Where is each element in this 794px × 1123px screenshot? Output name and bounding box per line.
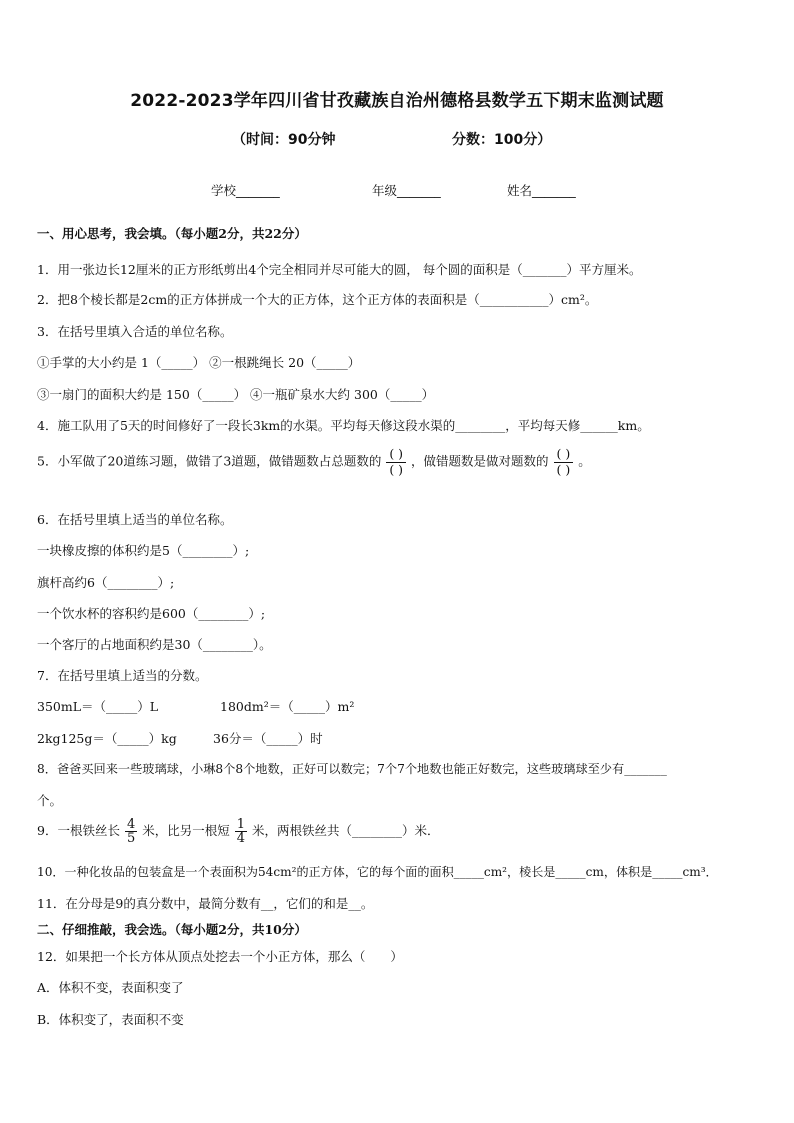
question-5-text-3: 。 (578, 453, 591, 469)
question-9-fraction-2 (235, 818, 247, 845)
fraction-denominator: 5 (126, 831, 136, 846)
name-field: 姓名_______ (507, 183, 576, 198)
fraction-blank-denominator: ( ) (556, 461, 571, 477)
question-12-option-a: A．体积不变，表面积变了 (37, 980, 184, 995)
fraction-blank-denominator: ( ) (389, 461, 404, 477)
question-6-line-2: 旗杆高约6（________）; (37, 575, 175, 590)
fraction-numerator: 1 (236, 817, 245, 832)
question-12-option-b: B．体积变了，表面积不变 (37, 1012, 184, 1027)
question-9-text-2: 米，比另一根短 (142, 823, 230, 838)
question-3-row-1: ①手掌的大小约是 1（_____） ②一根跳绳长 20（_____） (37, 355, 361, 370)
question-6-line-1: 一块橡皮擦的体积约是5（________）; (37, 543, 250, 558)
question-7-c: 2kg125g＝（_____）kg (37, 731, 177, 746)
question-8-line-1: 8．爸爸买回来一些玻璃球，小琳8个8个地数，正好可以数完；7个7个地数也能正好数完，这些玻璃球至少有_______ (37, 762, 667, 776)
question-6-line-4: 一个客厅的占地面积约是30（________）。 (37, 637, 272, 652)
question-8-line-2: 个。 (37, 793, 63, 808)
score-label: 分数：100分） (452, 132, 552, 148)
question-3-stem: 3．在括号里填入合适的单位名称。 (37, 324, 233, 339)
question-7-row-1 (37, 697, 355, 715)
grade-field: 年级_______ (372, 183, 441, 198)
question-9-text-3: 米，两根铁丝共（________）米． (251, 823, 440, 838)
fraction-denominator: 4 (236, 831, 245, 846)
question-5-fraction-2 (554, 447, 574, 477)
question-7-b: 180dm²＝（_____）m² (220, 699, 355, 714)
question-5-text-2: ，做错题数是做对题数的 (411, 453, 549, 469)
fraction-numerator: 4 (126, 817, 136, 832)
question-10: 10．一种化妆品的包装盒是一个表面积为54cm²的正方体，它的每个面的面积_____cm²，棱长是_____cm，体积是_____cm³． (37, 865, 718, 879)
question-5-text-1: 5．小军做了20道练习题，做错了3道题，做错题数占总题数的 (37, 453, 382, 469)
question-9-fraction-1 (125, 818, 137, 845)
question-7-stem: 7．在括号里填上适当的分数。 (37, 668, 208, 683)
section-2-heading: 二、仔细推敲，我会选。（每小题2分，共10分） (37, 922, 307, 937)
time-label: （时间：90分钟 (232, 132, 336, 148)
question-2: 2．把8个棱长都是2cm的正方体拼成一个大的正方体，这个正方体的表面积是（___________）cm²。 (37, 292, 598, 307)
question-5 (37, 447, 591, 477)
question-3-row-2: ③一扇门的面积大约是 150（_____） ④一瓶矿泉水大约 300（_____） (37, 387, 435, 402)
question-11: 11．在分母是9的真分数中，最简分数有__，它们的和是__。 (37, 896, 374, 911)
question-6-stem: 6．在括号里填上适当的单位名称。 (37, 512, 233, 527)
question-5-fraction-1 (386, 447, 406, 477)
question-6-line-3: 一个饮水杯的容积约是600（________）; (37, 606, 266, 621)
question-7-d: 36分＝（_____）时 (213, 731, 323, 746)
school-field: 学校_______ (211, 183, 280, 198)
page-title: 2022-2023学年四川省甘孜藏族自治州德格县数学五下期末监测试题 (130, 91, 664, 111)
section-1-heading: 一、用心思考，我会填。（每小题2分，共22分） (37, 226, 307, 241)
question-4: 4．施工队用了5天的时间修好了一段长3km的水渠。平均每天修这段水渠的________，平均每天修______km。 (37, 418, 650, 433)
question-9 (37, 818, 440, 845)
fraction-blank-numerator: ( ) (554, 447, 574, 463)
question-12-stem: 12．如果把一个长方体从顶点处挖去一个小正方体，那么（ ） (37, 949, 403, 964)
question-1: 1．用一张边长12厘米的正方形纸剪出4个完全相同并尽可能大的圆， 每个圆的面积是（_______）平方厘米。 (37, 262, 642, 277)
question-7-row-2 (37, 729, 323, 747)
fraction-blank-numerator: ( ) (386, 447, 406, 463)
question-7-a: 350mL＝（_____）L (37, 699, 159, 714)
question-9-text-1: 9．一根铁丝长 (37, 823, 120, 838)
